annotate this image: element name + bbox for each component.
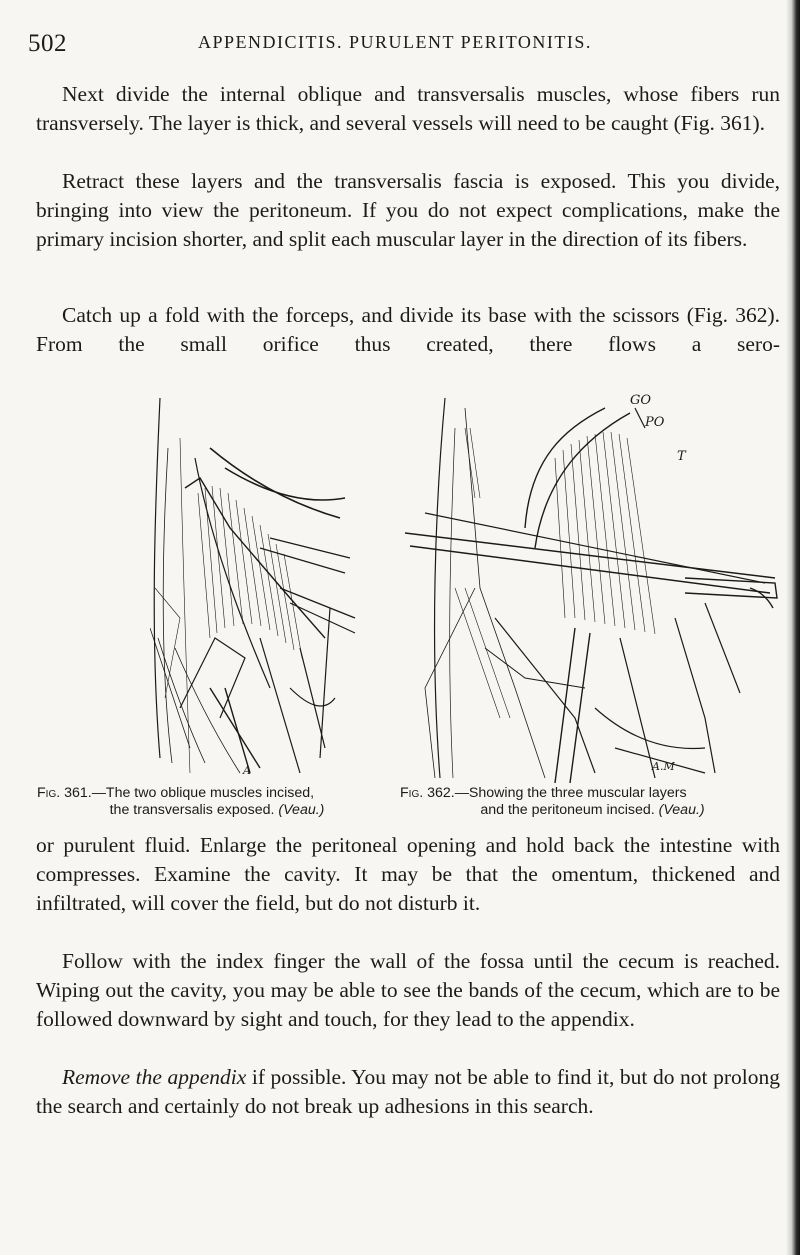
figure-361-credit: (Veau.) [278,802,325,818]
figure-362-credit: (Veau.) [658,802,705,818]
page-header [28,30,768,60]
figure-362-caption-text: —Showing the three muscular layers [454,785,687,801]
paragraph-5: Follow with the index finger the wall of the fossa until the cecum is reached. Wiping out the cavity, you may be able to see the bands of the cecum, which are to be followed downward by sight and touch, for they lead to the appendix. [36,949,780,1031]
figure-362-label-po: PO [645,415,665,430]
figure-361-caption-text: —The two oblique muscles incised, [91,785,315,801]
paragraph-3: Catch up a fold with the forceps, and divide its base with the scissors (Fig. 362). From the small orifice thus created, there flows a sero- [36,303,780,356]
figure-361-caption [37,785,397,819]
figure-362-caption [400,785,785,819]
page-edge-shadow [786,0,800,1255]
paragraph-4: or purulent fluid. Enlarge the peritoneal opening and hold back the intestine with compresses. Examine the cavity. It may be that the omentum, thickened and infiltrated, will cover the field, but do not disturb it. [36,833,780,915]
figure-362-label: Fig. 362. [400,785,455,801]
figure-362-caption-line2-wrap [400,802,785,819]
figure-362-label-go: GO [630,393,652,408]
figure-361-caption-line2: the transversalis exposed. [109,802,275,818]
figure-362-label-t: T [677,449,686,464]
figure-361-illustration [150,388,360,783]
figure-361-mark: A [243,764,251,777]
paragraph-2: Retract these layers and the transversalis fascia is exposed. This you divide, bringing into view the peritoneum. If you do not expect complications, make the primary incision shorter, and split each muscular layer in the direction of its fibers. [36,169,780,251]
paragraph-6 [36,1063,780,1121]
figure-362-caption-line2: and the peritoneum incised. [480,802,655,818]
paragraph-1: Next divide the internal oblique and transversalis muscles, whose fibers run transversely. The layer is thick, and several vessels will need to be caught (Fig. 361). [36,82,780,135]
figure-362-illustration [405,388,785,783]
figure-361-caption-line2-wrap [37,802,397,819]
paragraph-6-rest: if possible. You may not be able to find it, but do not prolong the search and certainly do not break up adhesions in this search. [36,1065,780,1118]
running-head: APPENDICITIS. PURULENT PERITONITIS. [198,32,592,52]
figure-362-label-am: A.M [652,760,675,773]
figure-362-drawing [405,388,785,783]
page-number: 502 [28,30,67,57]
figure-361-drawing [150,388,360,783]
paragraph-6-italic-lead: Remove the appendix [62,1065,247,1089]
figure-361-label: Fig. 361. [37,785,92,801]
